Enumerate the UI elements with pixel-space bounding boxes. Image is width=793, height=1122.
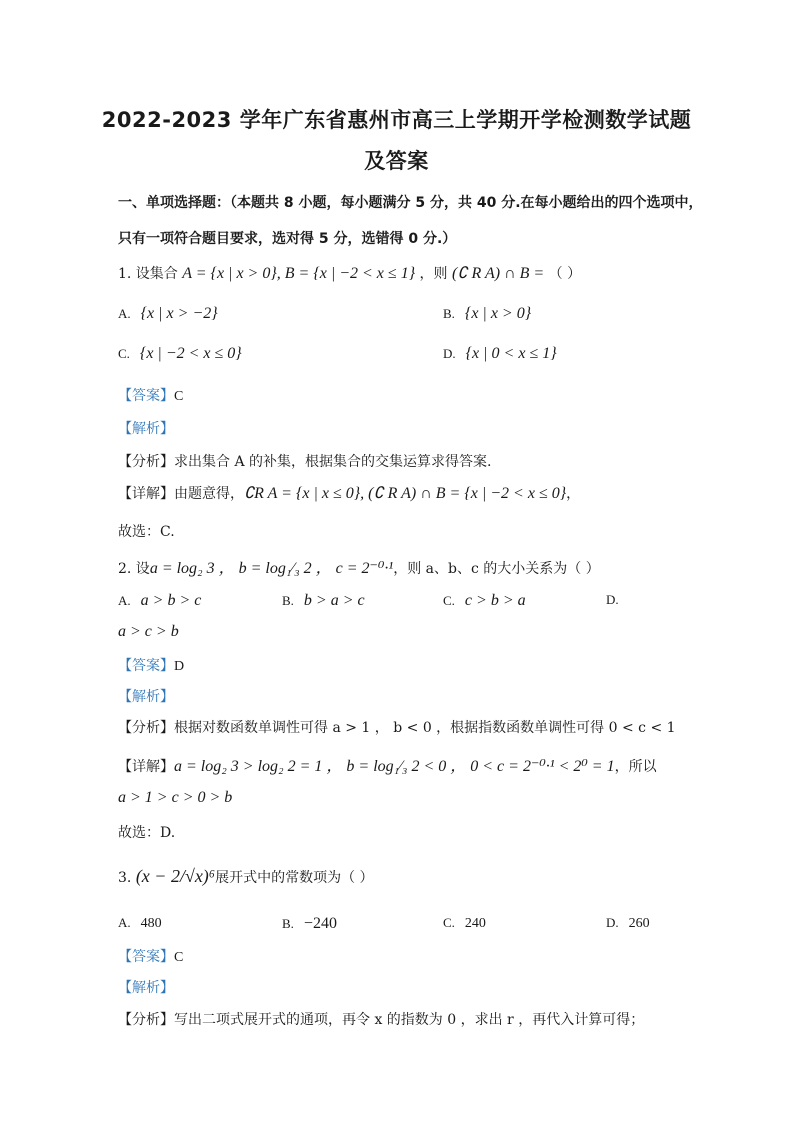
q2-detail-math: a = log₂ 3 > log₂ 2 = 1 ， b = log₁⁄₃ 2 < 0 ， 0 < c = 2⁻⁰·¹ < 2⁰ = 1 — [174, 758, 615, 775]
q2-option-a — [118, 592, 201, 610]
q1-option-a-text: {x | x > −2} — [140, 305, 218, 322]
q3-stem-suffix: 展开式中的常数项为（ ） — [215, 870, 374, 886]
q2-option-c-text: c > b > a — [464, 592, 526, 609]
q2-stem-math: a = log₂ 3 ， b = log₁⁄₃ 2 ， c = 2⁻⁰·¹ — [149, 560, 394, 577]
q2-option-c — [443, 592, 526, 610]
q3-jiexi: 【解析】 — [118, 980, 174, 996]
section-header-line1: 一、单项选择题：（本题共 8 小题，每小题满分 5 分，共 40 分.在每小题给出的四个选项中， — [118, 195, 703, 211]
q3-analysis-text: 写出二项式展开式的通项，再令 x 的指数为 0 ，求出 r ，再代入计算可得； — [174, 1012, 645, 1028]
q1-analysis — [118, 451, 491, 471]
q3-option-a-label: A. — [118, 915, 131, 930]
q3-option-d-text: 260 — [628, 916, 650, 931]
q1-option-d — [443, 345, 557, 363]
q2-option-d-label-wrap — [606, 592, 629, 608]
section-header-line2: 只有一项符合题目要求，选对得 5 分，选错得 0 分.） — [118, 231, 457, 247]
q3-answer — [118, 946, 183, 966]
q3-answer-value: C — [174, 950, 184, 965]
q2-option-c-label: C. — [443, 593, 455, 608]
q1-detail-text: 由题意得， — [174, 486, 244, 502]
q1-option-c-text: {x | −2 < x ≤ 0} — [139, 345, 242, 362]
q2-option-b — [282, 592, 365, 610]
q2-analysis-tag: 【分析】 — [118, 720, 174, 736]
q1-option-b-label: B. — [443, 306, 455, 321]
q2-analysis — [118, 717, 676, 737]
q3-stem-prefix: 3. — [118, 870, 132, 886]
q1-stem-prefix: 1. 设集合 — [118, 266, 178, 282]
q1-detail-math: ∁R A = {x | x ≤ 0}, (∁ R A) ∩ B = {x | −2 < x ≤ 0} — [244, 485, 567, 502]
q2-answer-value: D — [174, 659, 185, 674]
q2-answer — [118, 655, 184, 675]
q1-option-c — [118, 345, 242, 363]
q2-stem-prefix: 2. 设 — [118, 561, 150, 577]
q3-option-d-label: D. — [606, 915, 619, 930]
q1-stem-mid: ，则 — [419, 266, 448, 282]
q2-detail-line2: a > 1 > c > 0 > b — [118, 789, 233, 806]
q3-option-c-text: 240 — [464, 916, 486, 931]
q1-option-d-label: D. — [443, 346, 456, 361]
q3-option-d — [606, 915, 650, 932]
q3-option-c-label: C. — [443, 915, 455, 930]
q2-option-a-label: A. — [118, 593, 131, 608]
q1-detail-tag: 【详解】 — [118, 486, 174, 502]
q1-option-d-text: {x | 0 < x ≤ 1} — [465, 345, 557, 362]
q1-stem-math2: (∁ R A) ∩ B = — [452, 265, 545, 282]
document-title-line1: 2022-2023 学年广东省惠州市高三上学期开学检测数学试题 — [101, 108, 692, 132]
q2-option-d-label: D. — [606, 592, 619, 607]
q2-option-d — [118, 623, 179, 641]
q1-analysis-tag: 【分析】 — [118, 454, 174, 470]
q1-stem — [118, 263, 581, 283]
q1-stem-suffix: （ ） — [548, 266, 582, 282]
q3-analysis-tag: 【分析】 — [118, 1012, 174, 1028]
q2-stem — [118, 555, 600, 578]
q3-stem-math: (x − 2/√x)⁶ — [135, 866, 216, 886]
q2-option-a-text: a > b > c — [140, 592, 202, 609]
q3-analysis — [118, 1009, 644, 1029]
q1-option-a — [118, 305, 218, 323]
q3-option-b-text: −240 — [303, 915, 337, 932]
q1-answer-value: C — [174, 389, 184, 404]
q1-answer — [118, 385, 183, 405]
q1-detail-end: ， — [566, 486, 581, 502]
q2-option-b-text: b > a > c — [303, 592, 365, 609]
q2-detail — [118, 753, 657, 776]
q2-option-b-label: B. — [282, 593, 294, 608]
document-title-line2: 及答案 — [364, 149, 429, 173]
q2-conclusion: 故选：D. — [118, 825, 176, 841]
q1-option-b — [443, 305, 531, 323]
q2-answer-tag: 【答案】 — [118, 658, 174, 674]
q2-option-d-text: a > c > b — [118, 623, 179, 640]
q3-answer-tag: 【答案】 — [118, 949, 174, 965]
q2-detail-tag: 【详解】 — [118, 759, 174, 775]
q1-option-c-label: C. — [118, 346, 130, 361]
q2-stem-suffix: ，则 a、b、c 的大小关系为（ ） — [393, 561, 600, 577]
q1-option-b-text: {x | x > 0} — [464, 305, 532, 322]
q1-option-a-label: A. — [118, 306, 131, 321]
q2-detail-end: ，所以 — [614, 759, 657, 775]
q3-option-a — [118, 915, 162, 932]
q3-option-b-label: B. — [282, 916, 294, 931]
q3-option-a-text: 480 — [140, 916, 162, 931]
q1-stem-math: A = {x | x > 0}, B = {x | −2 < x ≤ 1} — [182, 265, 416, 282]
q3-option-c — [443, 915, 486, 932]
q3-option-b — [282, 915, 337, 933]
q1-detail — [118, 483, 580, 503]
q3-stem — [118, 866, 374, 887]
q1-conclusion: 故选：C. — [118, 524, 175, 540]
q1-analysis-text: 求出集合 A 的补集，根据集合的交集运算求得答案. — [174, 454, 492, 470]
q1-jiexi: 【解析】 — [118, 421, 174, 437]
q1-answer-tag: 【答案】 — [118, 388, 174, 404]
q2-jiexi: 【解析】 — [118, 689, 174, 705]
q2-analysis-text: 根据对数函数单调性可得 a > 1 ， b < 0 ，根据指数函数单调性可得 0 < c < 1 — [174, 720, 676, 736]
